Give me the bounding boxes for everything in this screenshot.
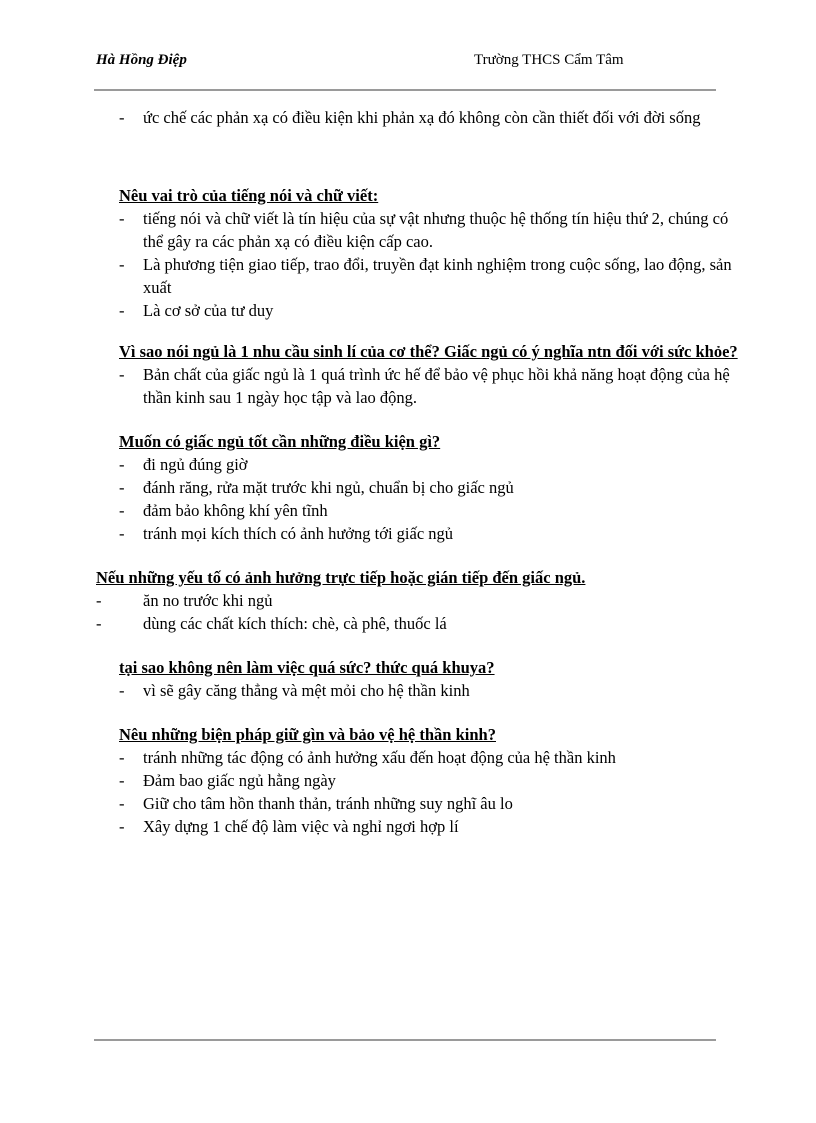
list-item-text: Là phương tiện giao tiếp, trao đổi, truyền đạt kinh nghiệm trong cuộc sống, lao động, sản xuất bbox=[143, 255, 732, 297]
section-sleep-need bbox=[119, 340, 749, 409]
list-item bbox=[119, 207, 739, 253]
list-item-text: vì sẽ gây căng thẳng và mệt mỏi cho hệ thần kinh bbox=[143, 681, 470, 700]
bullet-dash: - bbox=[119, 478, 125, 497]
bullet-dash: - bbox=[119, 301, 125, 320]
bullet-dash: - bbox=[119, 748, 125, 767]
list-item-text: tránh mọi kích thích có ảnh hưởng tới giấc ngủ bbox=[143, 524, 454, 543]
section-heading: tại sao không nên làm việc quá sức? thức quá khuya? bbox=[119, 658, 495, 677]
list-item bbox=[119, 815, 739, 838]
bullet-dash: - bbox=[119, 255, 125, 274]
list-item bbox=[119, 253, 739, 299]
list-item-text: ăn no trước khi ngủ bbox=[143, 591, 273, 610]
section-good-sleep bbox=[119, 430, 739, 545]
list-item bbox=[119, 363, 749, 409]
section-heading: Nếu những yếu tố có ảnh hưởng trực tiếp hoặc gián tiếp đến giấc ngủ. bbox=[96, 568, 586, 587]
list-item bbox=[119, 453, 739, 476]
list-item-text: tránh những tác động có ảnh hưởng xấu đến hoạt động của hệ thần kinh bbox=[143, 748, 616, 767]
list-item-text: Giữ cho tâm hồn thanh thản, tránh những suy nghĩ âu lo bbox=[143, 794, 513, 813]
section-overwork bbox=[119, 656, 739, 702]
list-item bbox=[119, 792, 739, 815]
bullet-list bbox=[119, 679, 739, 702]
list-item bbox=[119, 299, 739, 322]
header-divider bbox=[94, 89, 716, 91]
bullet-dash: - bbox=[119, 817, 125, 836]
list-item-text: Xây dựng 1 chế độ làm việc và nghỉ ngơi hợp lí bbox=[143, 817, 459, 836]
bullet-dash: - bbox=[119, 771, 125, 790]
bullet-dash: - bbox=[119, 681, 125, 700]
list-item-text: đi ngủ đúng giờ bbox=[143, 455, 248, 474]
bullet-dash: - bbox=[119, 794, 125, 813]
list-item bbox=[119, 769, 739, 792]
list-item-text: đánh răng, rửa mặt trước khi ngủ, chuẩn bị cho giấc ngủ bbox=[143, 478, 514, 497]
list-item-text: tiếng nói và chữ viết là tín hiệu của sự vật nhưng thuộc hệ thống tín hiệu thứ 2, chúng có thể gây ra các phản xạ có điều kiện cấp cao. bbox=[143, 209, 729, 251]
list-item bbox=[119, 522, 739, 545]
list-item bbox=[119, 476, 739, 499]
bullet-list bbox=[119, 363, 749, 409]
list-item-text: ức chế các phản xạ có điều kiện khi phản xạ đó không còn cần thiết đối với đời sống bbox=[143, 108, 701, 127]
school-name: Trường THCS Cẩm Tâm bbox=[474, 52, 624, 68]
bullet-dash: - bbox=[119, 365, 125, 384]
bullet-dash: - bbox=[119, 209, 125, 228]
author-name: Hà Hồng Điệp bbox=[96, 52, 187, 68]
bullet-dash: - bbox=[119, 108, 125, 127]
bullet-dash: - bbox=[96, 591, 102, 610]
list-item bbox=[119, 679, 739, 702]
list-item bbox=[96, 612, 736, 635]
section-language-role bbox=[119, 184, 739, 322]
section-heading: Nêu vai trò của tiếng nói và chữ viết: bbox=[119, 186, 379, 205]
section-sleep-factors bbox=[96, 566, 736, 635]
list-item-text: Là cơ sở của tư duy bbox=[143, 301, 274, 320]
list-item-text: đảm bảo không khí yên tĩnh bbox=[143, 501, 328, 520]
bullet-list bbox=[119, 746, 739, 838]
page-header bbox=[96, 52, 716, 76]
bullet-list bbox=[119, 207, 739, 322]
bullet-dash: - bbox=[119, 455, 125, 474]
bullet-list bbox=[119, 453, 739, 545]
bullet-list bbox=[96, 589, 736, 635]
list-item-text: dùng các chất kích thích: chè, cà phê, thuốc lá bbox=[143, 614, 447, 633]
bullet-dash: - bbox=[119, 501, 125, 520]
list-item bbox=[96, 589, 736, 612]
section-heading: Nêu những biện pháp giữ gìn và bảo vệ hệ thần kinh? bbox=[119, 725, 496, 744]
list-item bbox=[119, 499, 739, 522]
document-body bbox=[0, 106, 816, 838]
intro-list bbox=[119, 106, 743, 129]
bullet-dash: - bbox=[96, 614, 102, 633]
list-item bbox=[119, 106, 743, 129]
footer-divider bbox=[94, 1039, 716, 1041]
section-heading: Muốn có giấc ngủ tốt cần những điều kiện gì? bbox=[119, 432, 441, 451]
section-nervous-system-care bbox=[119, 723, 739, 838]
list-item-text: Đảm bao giấc ngủ hằng ngày bbox=[143, 771, 336, 790]
intro-section bbox=[119, 106, 743, 129]
list-item-text: Bản chất của giấc ngủ là 1 quá trình ức hế để bảo vệ phục hồi khả năng hoạt động của hệ thần kinh sau 1 ngày học tập và lao động. bbox=[143, 365, 730, 407]
bullet-dash: - bbox=[119, 524, 125, 543]
section-heading: Vì sao nói ngủ là 1 nhu cầu sinh lí của cơ thể? Giấc ngủ có ý nghĩa ntn đối với sức khỏe? bbox=[119, 342, 738, 361]
list-item bbox=[119, 746, 739, 769]
